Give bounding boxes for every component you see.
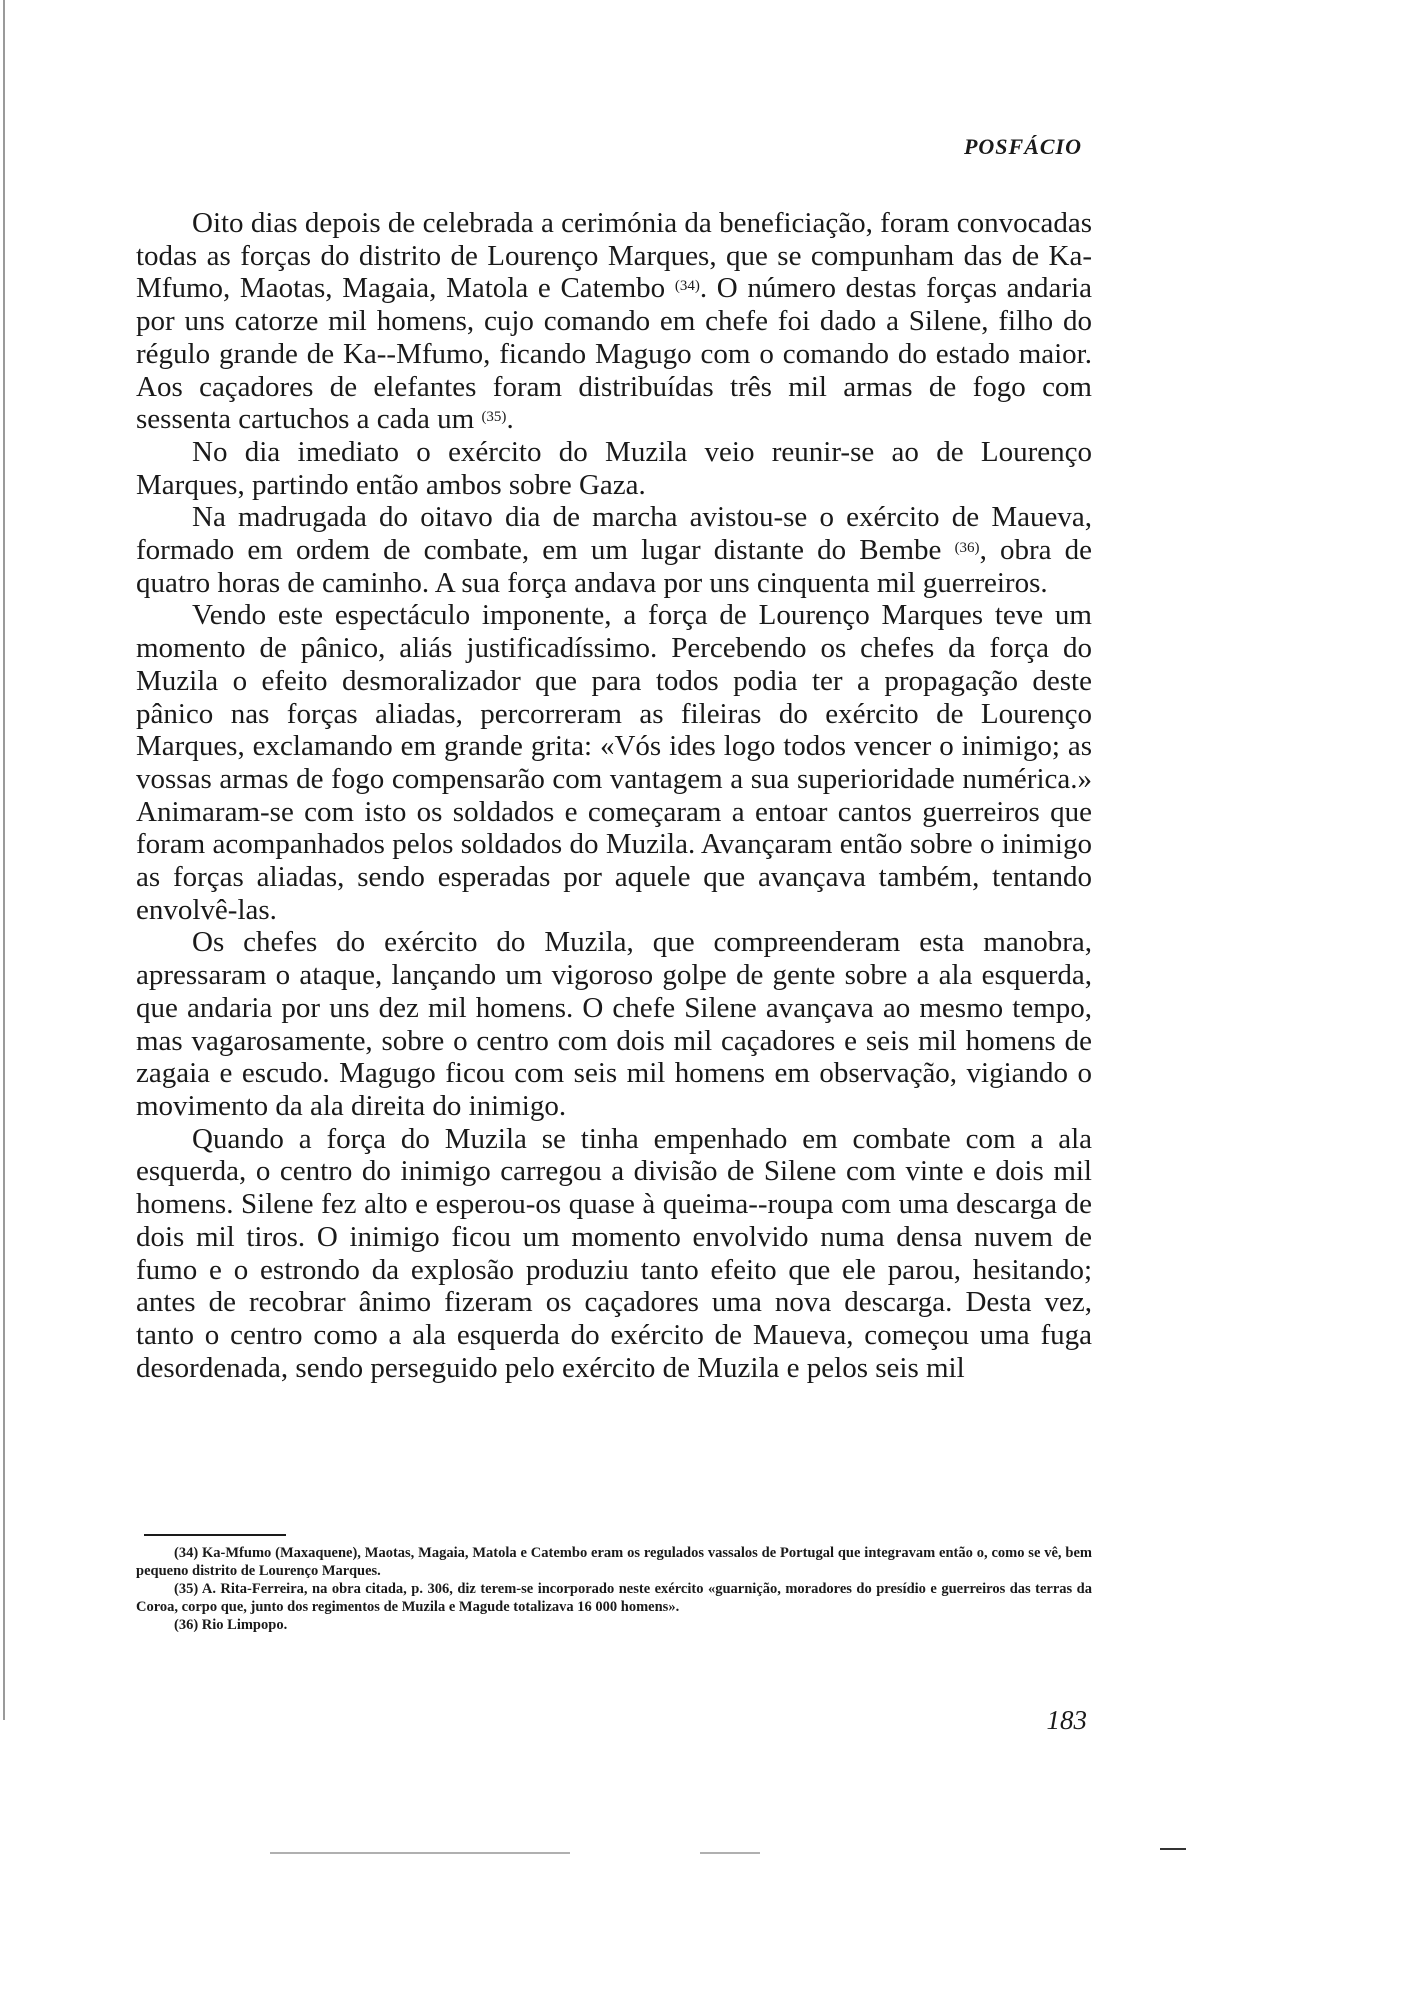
paragraph: Os chefes do exército do Muzila, que compreenderam esta manobra, apressaram o ataque, lançando um vigoroso golpe de gente sobre a ala esquerda, que andaria por uns dez mil homens. O chefe Silene avançava ao mesmo tempo, mas vagarosamente, sobre o centro com dois mil caçadores e seis mil homens de zagaia e escudo. Magugo ficou com seis mil homens em observação, vigiando o movimento da ala direita do inimigo. [136,926,1092,1122]
scan-mark [700,1852,760,1854]
running-head: POSFÁCIO [963,134,1082,159]
paragraph: Oito dias depois de celebrada a cerimónia da beneficiação, foram convocadas todas as forças do distrito de Lourenço Marques, que se compunham das de Ka-Mfumo, Maotas, Magaia, Matola e Catembo $^{(34)}$. O número destas forças andaria por uns catorze mil homens, cujo comando em chefe foi dado a Silene, filho do régulo grande de Ka--Mfumo, ficando Magugo com o comando do estado maior. Aos caçadores de elefantes foram distribuídas três mil armas de fogo com sessenta cartuchos a cada um $^{(35)}$. [136,207,1093,436]
paragraph: Na madrugada do oitavo dia de marcha avistou-se o exército de Maueva, formado em ordem de combate, em um lugar distante do Bembe $^{(36)}$, obra de quatro horas de caminho. A sua força andava por uns cinquenta mil guerreiros. [136,501,1092,599]
paragraph: Vendo este espectáculo imponente, a força de Lourenço Marques teve um momento de pânico, aliás justificadíssimo. Percebendo os chefes da força do Muzila o efeito desmoralizador que para todos podia ter a propagação deste pânico nas forças aliadas, percorreram as fileiras do exército de Lourenço Marques, exclamando em grande grita: «Vós ides logo todos vencer o inimigo; as vossas armas de fogo compensarão com vantagem a sua superioridade numérica.» Animaram-se com isto os soldados e começaram a entoar cantos guerreiros que foram acompanhados pelos soldados do Muzila. Avançaram então sobre o inimigo as forças aliadas, sendo esperadas por aquele que avançava também, tentando envolvê-las. [136,599,1092,926]
main-text [136,207,1092,1384]
footnote-ref: (34) [674,278,700,295]
footnote-rule [144,1534,286,1536]
paragraph: Quando a força do Muzila se tinha empenhado em combate com a ala esquerda, o centro do inimigo carregou a divisão de Silene com vinte e dois mil homens. Silene fez alto e esperou-os quase à queima--roupa com uma descarga de dois mil tiros. O inimigo ficou um momento envolvido numa densa nuvem de fumo e o estrondo da explosão produziu tanto efeito que ele parou, hesitando; antes de recobrar ânimo fizeram os caçadores uma nova descarga. Desta vez, tanto o centro como a ala esquerda do exército de Maueva, começou uma fuga desordenada, sendo perseguido pelo exército de Muzila e pelos seis mil [136,1122,1092,1384]
footnote: (34) Ka-Mfumo (Maxaquene), Maotas, Magaia, Matola e Catembo eram os regulados vassalos de Portugal que integravam então o, como se vê, bem pequeno distrito de Lourenço Marques. [136,1545,1092,1579]
paragraph: No dia imediato o exército do Muzila veio reunir-se ao de Lourenço Marques, partindo então ambos sobre Gaza. [136,435,1092,501]
scan-mark [1160,1848,1186,1850]
footnote-ref: (35) [481,409,507,426]
footnote: (35) A. Rita-Ferreira, na obra citada, p. 306, diz terem-se incorporado neste exército «guarnição, moradores do presídio e guerreiros das terras da Coroa, corpo que, junto dos regimentos de Muzila e Magude totalizava 16 000 homens». [136,1581,1092,1615]
footnotes [136,1544,1092,1634]
scan-edge-line [3,0,5,1720]
scan-mark [270,1852,570,1854]
footnote: (36) Rio Limpopo. [174,1617,288,1633]
page-number: 183 [1046,1705,1087,1735]
footnote-ref: (36) [954,540,980,557]
